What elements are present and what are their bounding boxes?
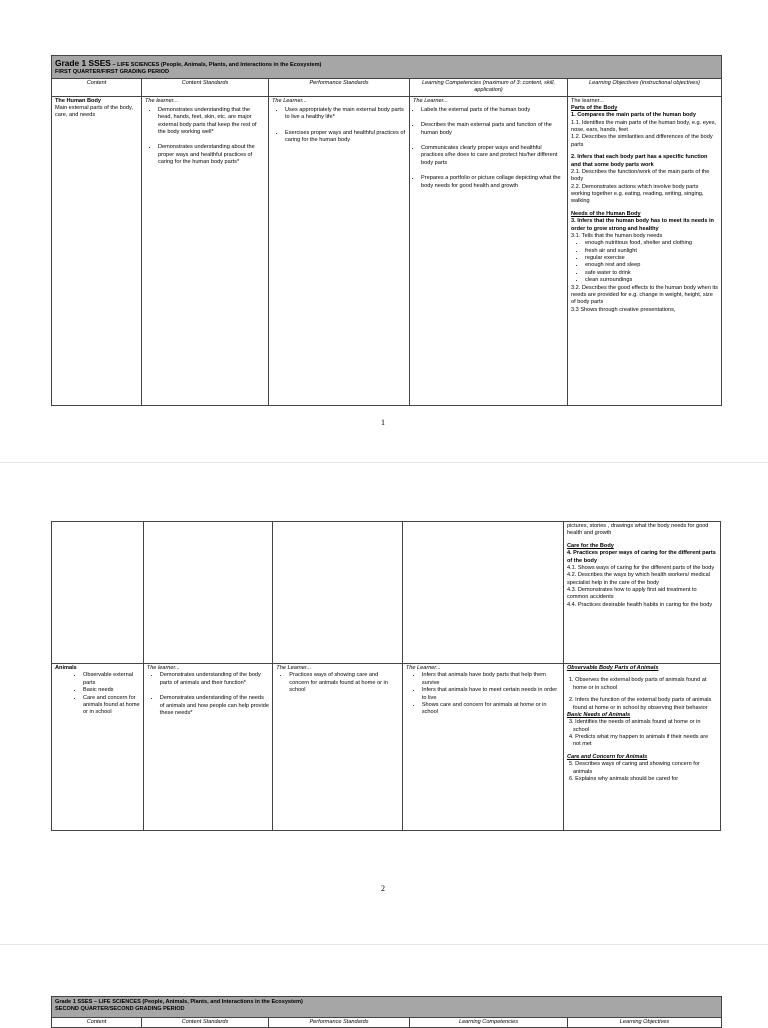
competency-item: • Labels the external parts of the human body <box>421 107 564 114</box>
column-headers <box>52 1018 722 1028</box>
objective-item: 4.1. Shows ways of caring for the different parts of the body <box>566 564 715 571</box>
content-standard-item: • Demonstrates understanding about the proper ways and healthful practices of caring for the human body parts* <box>158 144 265 166</box>
header-content: Content <box>52 1018 142 1028</box>
content-item: • Care and concern for animals found at home or in school <box>83 695 140 717</box>
content-item: • Basic needs <box>83 687 140 694</box>
curriculum-table-q2 <box>51 996 722 1028</box>
competency-item: • Infers that animals have body parts that help them survive <box>422 672 560 687</box>
objective-item: 4.2. Describes the ways by which health workers/ medical specialist help in the care of the body <box>566 572 710 586</box>
need-item: • enough nutritious food, shelter and clothing <box>585 240 718 247</box>
performance-standard-item: • Exercises proper ways and healthful practices of caring for the human body <box>285 130 406 145</box>
header-performance-standards: Performance Standards <box>269 78 410 96</box>
objective-item: 3. Identifies the needs of animals found at home or in school <box>568 719 701 733</box>
objective-item: 6. Explains why animals should be cared for <box>568 775 679 782</box>
content-standard-item: • Demonstrates understanding of the body parts of animals and their function* <box>160 672 270 687</box>
need-item: • fresh air and sunlight <box>585 248 718 255</box>
section-heading: Basic Needs of Animals <box>566 711 631 718</box>
objective-item: 4. Practices proper ways of caring for the different parts of the body <box>566 550 716 564</box>
table-row-animals <box>52 664 721 831</box>
objective-item: 2.1. Describes the function/work of the main parts of the body <box>571 168 710 183</box>
subject-title: – LIFE SCIENCES (People, Animals, Plants, and Interactions in the Ecosystem) <box>110 62 322 68</box>
learner-label: The learner... <box>145 97 179 104</box>
performance-standard-item: • Practices ways of showing care and concern for animals found at home or in school <box>289 672 399 694</box>
competency-item: • Describes the main external parts and function of the human body <box>421 122 564 137</box>
learner-label: The Learner... <box>405 665 441 671</box>
table-row-human-body <box>52 96 722 405</box>
objective-item: 3.1. Tells that the human body needs <box>571 232 663 239</box>
competency-item: • Communicates clearly proper ways and healthful practices s/he does to care and protect his/her different body parts <box>421 145 564 167</box>
table-row-human-body-cont <box>52 522 721 664</box>
objective-item: 5. Describes ways of caring and showing concern for animals <box>568 761 700 775</box>
need-item: • safe water to drink <box>585 270 718 277</box>
grade-label: Grade 1 SSES <box>55 58 111 68</box>
section-heading: Needs of the Human Body <box>571 210 641 217</box>
header-learning-objectives: Learning Objectives <box>568 1018 722 1028</box>
section-heading: Parts of the Body <box>571 104 618 111</box>
objective-item: 4. Predicts what my happen to animals if their needs are not met <box>568 734 709 748</box>
objective-item: 2. Infers the function of the external body parts of animals found at home or in school by observing their behavior <box>568 697 712 711</box>
grading-period: FIRST QUARTER/FIRST GRADING PERIOD <box>55 69 170 76</box>
header-learning-competencies: Learning Competencies <box>410 1018 568 1028</box>
learner-label: The learner... <box>146 665 180 671</box>
content-standard-item: • Demonstrates understanding of the needs of animals and how people can help provide these needs* <box>160 695 270 717</box>
objective-item: 3.3 Shows through creative presentations, <box>571 306 676 313</box>
learner-label: The Learner... <box>276 665 312 671</box>
objective-item: 1. Observes the external body parts of animals found at home or in school <box>568 677 707 691</box>
header-content-standards: Content Standards <box>142 78 269 96</box>
table-banner <box>52 997 722 1018</box>
learner-label: The learner... <box>571 97 604 104</box>
objective-item: 4.4. Practices desirable health habits in caring for the body <box>566 601 713 608</box>
content-standard-item: • Demonstrates understanding that the head, hands, feet, skin, etc. are major external body parts that keep the rest of the body working well* <box>158 107 265 137</box>
need-item: • regular exercise <box>585 255 718 262</box>
header-content-standards: Content Standards <box>142 1018 269 1028</box>
header-performance-standards: Performance Standards <box>269 1018 410 1028</box>
objective-item: 1.1. Identifies the main parts of the human body, e.g. eyes, nose, ears, hands, feet <box>571 119 717 133</box>
competency-item: • Shows care and concern for animals at home or in school <box>422 702 560 717</box>
objective-item: 2. Infers that each body part has a specific function and that some body parts work <box>571 154 708 168</box>
content-item: • Observable external parts <box>83 672 140 687</box>
performance-standard-item: • Uses appropriately the main external body parts to live a healthy life* <box>285 107 406 122</box>
objective-item: pictures, stories , drawings what the body needs for good health and growth <box>566 523 709 537</box>
content-description: Main external parts of the body, care, and needs <box>55 104 133 119</box>
curriculum-table-q1 <box>51 55 722 406</box>
page-divider <box>0 462 768 463</box>
subject-title: Grade 1 SSES – LIFE SCIENCES (People, Animals, Plants, and Interactions in the Ecosystem) <box>55 999 303 1005</box>
content-title: Animals <box>55 665 77 671</box>
header-learning-competencies: Learning Competencies (maximum of 3: content, skill, application) <box>410 78 568 96</box>
curriculum-table-q1-continued <box>51 521 721 831</box>
section-heading: Observable Body Parts of Animals <box>566 665 659 671</box>
objective-item: 1. Compares the main parts of the human body <box>571 112 696 119</box>
header-learning-objectives: Learning Objectives (instructional objectives) <box>568 78 722 96</box>
objective-item: 3.2. Describes the good effects to the human body when its needs are provided for e.g. change in weight, height, size of body parts <box>571 284 718 306</box>
need-item: • clean surroundings <box>585 277 718 284</box>
section-heading: Care for the Body <box>566 542 614 549</box>
objective-item: 2.2. Demonstrates actions which involve body parts working together e.g. eating, reading, writing, singing, walking <box>571 183 704 205</box>
competency-item: • Prepares a portfolio or picture collage depicting what the body needs for good health and growth <box>421 175 564 190</box>
learner-label: The Learner... <box>272 97 307 104</box>
objective-item: 3. Infers that the human body has to meet its needs in order to grow strong and healthy <box>571 218 714 232</box>
competency-item: • Infers that animals have to meet certain needs in order to live <box>422 687 560 702</box>
grading-period: SECOND QUARTER/SECOND GRADING PERIOD <box>55 1006 185 1013</box>
page-number: 2 <box>381 884 385 893</box>
objective-item: 1.2. Describes the similarities and differences of the body parts <box>571 134 713 148</box>
table-banner <box>52 56 722 79</box>
section-heading: Care and Concern for Animals <box>566 753 648 760</box>
column-headers <box>52 78 722 96</box>
objective-item: 4.3. Demonstrates how to apply first aid treatment to common accidents <box>566 587 697 601</box>
page-divider <box>0 944 768 945</box>
content-title: The Human Body <box>55 97 101 104</box>
page-number: 1 <box>381 418 385 427</box>
learner-label: The Learner... <box>413 97 448 104</box>
header-content: Content <box>52 78 142 96</box>
need-item: • enough rest and sleep <box>585 262 718 269</box>
